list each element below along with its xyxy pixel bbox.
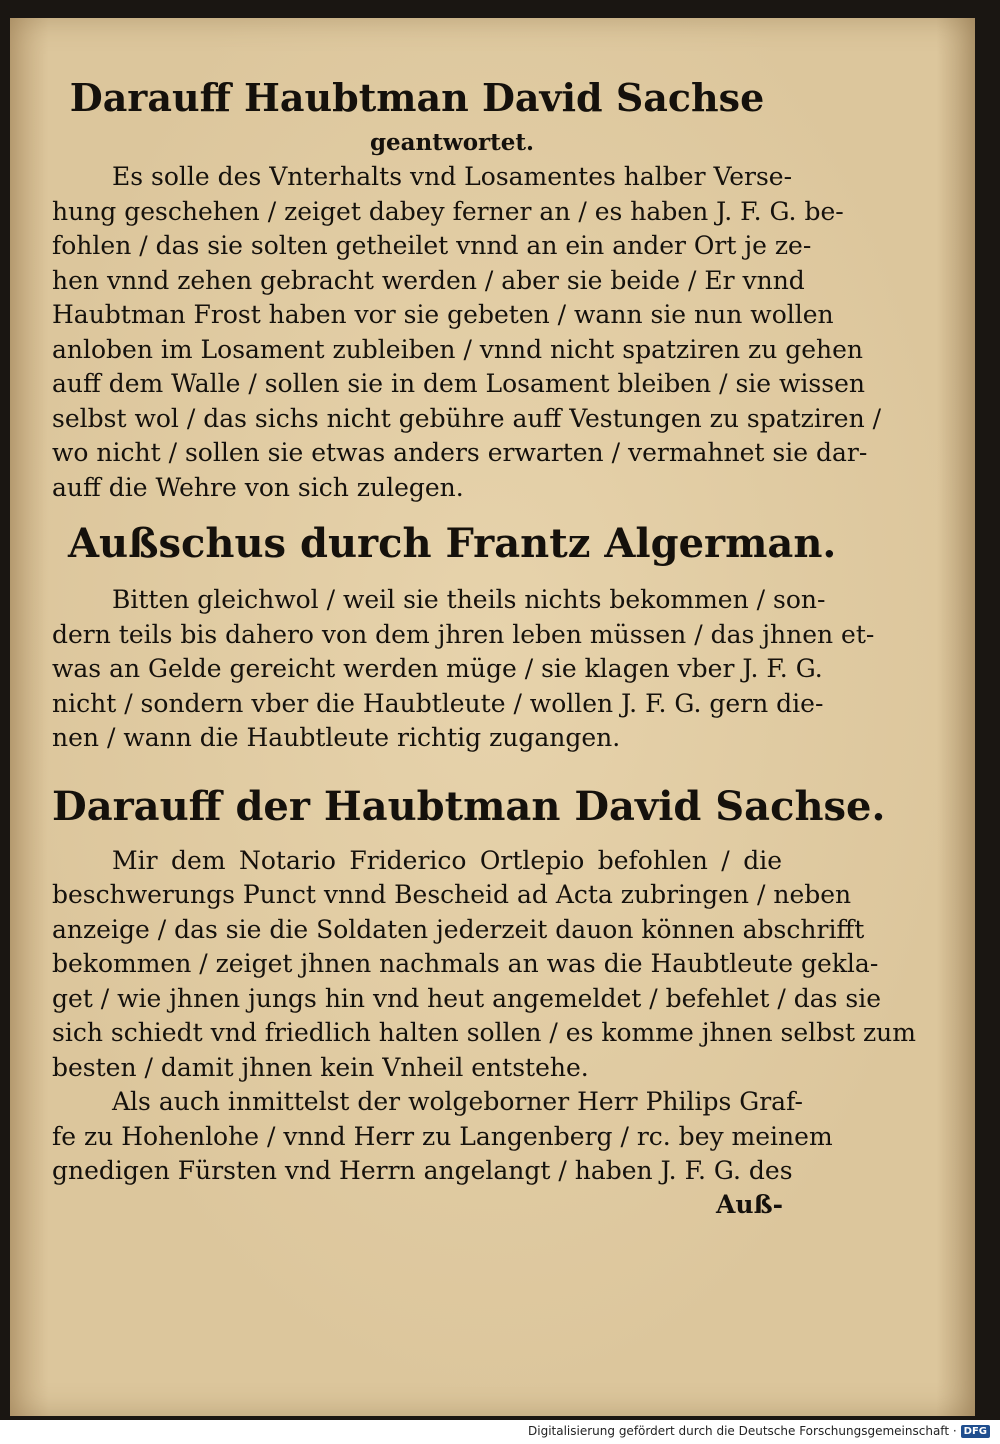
text-line: anloben im Losament zubleiben / vnnd nicht spatziren zu gehen bbox=[52, 334, 864, 364]
text-line: sich schiedt vnd friedlich halten sollen / es komme jhnen selbst zum bbox=[52, 1018, 916, 1047]
paragraph-2 bbox=[52, 583, 875, 756]
text-line: Es solle des Vnterhalts vnd Losamentes halber Verse- bbox=[112, 162, 793, 191]
paragraph-3 bbox=[52, 844, 916, 1086]
paragraph-4 bbox=[52, 1085, 833, 1189]
digitization-footer bbox=[528, 1424, 990, 1438]
book-page bbox=[10, 18, 975, 1416]
text-line: selbst wol / das sichs nicht gebühre auff Vestungen zu spatziren / bbox=[52, 403, 882, 433]
page-text bbox=[52, 70, 916, 1189]
catchword: Auß- bbox=[716, 1190, 783, 1219]
text-line: Mir dem Notario Friderico Ortlepio befohlen / die bbox=[112, 845, 782, 875]
text-line: auff dem Walle / sollen sie in dem Losament bleiben / sie wissen bbox=[52, 369, 865, 398]
text-line: anzeige / das sie die Soldaten jederzeit dauon können abschrifft bbox=[52, 914, 865, 944]
text-line: dern teils bis dahero von dem jhren leben müssen / das jhnen et- bbox=[52, 619, 875, 649]
heading-darauff-der-haubtman: Darauff der Haubtman David Sachse. bbox=[52, 782, 886, 830]
footer-credit: Digitalisierung gefördert durch die Deutsche Forschungsgemeinschaft · bbox=[528, 1424, 957, 1438]
text-line: bekommen / zeiget jhnen nachmals an was die Haubtleute gekla- bbox=[52, 949, 879, 978]
text-line: hen vnnd zehen gebracht werden / aber sie beide / Er vnnd bbox=[52, 265, 805, 295]
text-line: wo nicht / sollen sie etwas anders erwarten / vermahnet sie dar- bbox=[52, 438, 868, 467]
text-line: fe zu Hohenlohe / vnnd Herr zu Langenberg / rc. bey meinem bbox=[52, 1121, 833, 1151]
heading-geantwortet: geantwortet. bbox=[369, 129, 535, 156]
text-line: hung geschehen / zeiget dabey ferner an / es haben J. F. G. be- bbox=[52, 196, 844, 226]
text-line: Haubtman Frost haben vor sie gebeten / wann sie nun wollen bbox=[52, 300, 834, 329]
text-line: was an Gelde gereicht werden müge / sie klagen vber J. F. G. bbox=[52, 654, 823, 683]
paragraph-1 bbox=[52, 160, 882, 505]
text-line: gnedigen Fürsten vnd Herrn angelangt / haben J. F. G. des bbox=[52, 1156, 793, 1185]
heading-ausschus: Außschus durch Frantz Algerman. bbox=[68, 520, 837, 567]
text-line: nicht / sondern vber die Haubtleute / wollen J. F. G. gern die- bbox=[52, 688, 824, 718]
text-line: fohlen / das sie solten getheilet vnnd an ein ander Ort je ze- bbox=[52, 231, 812, 260]
text-line: Als auch inmittelst der wolgeborner Herr Philips Graf- bbox=[112, 1087, 803, 1116]
dfg-logo-icon: DFG bbox=[961, 1425, 990, 1438]
text-line: besten / damit jhnen kein Vnheil entstehe. bbox=[52, 1052, 589, 1082]
text-line: beschwerungs Punct vnnd Bescheid ad Acta zubringen / neben bbox=[52, 880, 852, 909]
text-line: nen / wann die Haubtleute richtig zugangen. bbox=[52, 723, 621, 752]
text-line: auff die Wehre von sich zulegen. bbox=[52, 472, 464, 502]
text-line: get / wie jhnen jungs hin vnd heut angemeldet / befehlet / das sie bbox=[52, 983, 882, 1013]
text-line: Bitten gleichwol / weil sie theils nichts bekommen / son- bbox=[112, 585, 826, 614]
heading-darauff-sachse: Darauff Haubtman David Sachse bbox=[69, 75, 765, 120]
